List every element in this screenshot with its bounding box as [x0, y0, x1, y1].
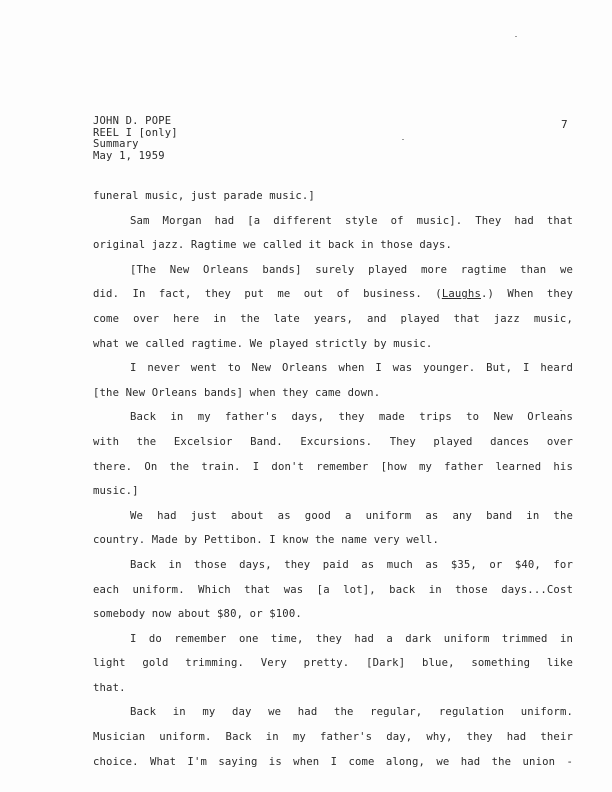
text-segment: .) When they: [480, 288, 574, 301]
text-line: [The New Orleans bands] surely played more ragtime than we: [130, 263, 573, 276]
text-line: music.]: [93, 485, 139, 498]
text-line: funeral music, just parade music.]: [93, 190, 315, 202]
text-line: light gold trimming. Very pretty. [Dark] blue, something like: [93, 657, 573, 670]
text-line: each uniform. Which that was [a lot], back in those days...Cost: [93, 583, 573, 596]
text-line: that.: [93, 681, 126, 694]
text-line: there. On the train. I don't remember [how my father learned his: [93, 460, 573, 473]
text-line: somebody now about $80, or $100.: [93, 608, 302, 621]
page-number: 7: [561, 118, 568, 131]
text-line: [the New Orleans bands] when they came down.: [93, 386, 381, 399]
laughs-annotation: Laughs: [441, 288, 481, 301]
document-header: [93, 116, 178, 162]
text-line: Sam Morgan had [a different style of music]. They had that: [130, 214, 573, 227]
text-line: country. Made by Pettibon. I know the name very well.: [93, 534, 439, 547]
text-line: I never went to New Orleans when I was younger. But, I heard: [130, 362, 573, 375]
interviewee-name: JOHN D. POPE: [93, 115, 172, 127]
text-line: Back in my father's days, they made trips to New Orleans: [130, 411, 573, 424]
scan-speck: [560, 410, 562, 411]
text-line: Back in my day we had the regular, regulation uniform.: [130, 706, 573, 719]
text-line: [93, 287, 573, 312]
text-line: with the Excelsior Band. Excursions. They played dances over: [93, 435, 573, 448]
text-line: come over here in the late years, and played that jazz music,: [93, 312, 573, 325]
reel-label: REEL I [only]: [93, 126, 178, 139]
text-segment: did. In fact, they put me out of business. (: [93, 288, 442, 301]
text-line: what we called ragtime. We played strictly by music.: [93, 337, 433, 350]
interview-date: May 1, 1959: [93, 149, 165, 162]
transcript-body: [93, 189, 573, 779]
scan-speck: [515, 36, 517, 37]
text-line: choice. What I'm saying is when I come along, we had the union -: [93, 755, 573, 768]
text-line: I do remember one time, they had a dark uniform trimmed in: [130, 632, 573, 645]
text-line: We had just about as good a uniform as any band in the: [130, 509, 573, 522]
scan-speck: [402, 139, 404, 140]
text-line: Back in those days, they paid as much as $35, or $40, for: [130, 558, 573, 571]
text-line: Musician uniform. Back in my father's day, why, they had their: [93, 731, 573, 744]
text-line: original jazz. Ragtime we called it back in those days.: [93, 239, 453, 252]
summary-label: Summary: [93, 138, 139, 150]
